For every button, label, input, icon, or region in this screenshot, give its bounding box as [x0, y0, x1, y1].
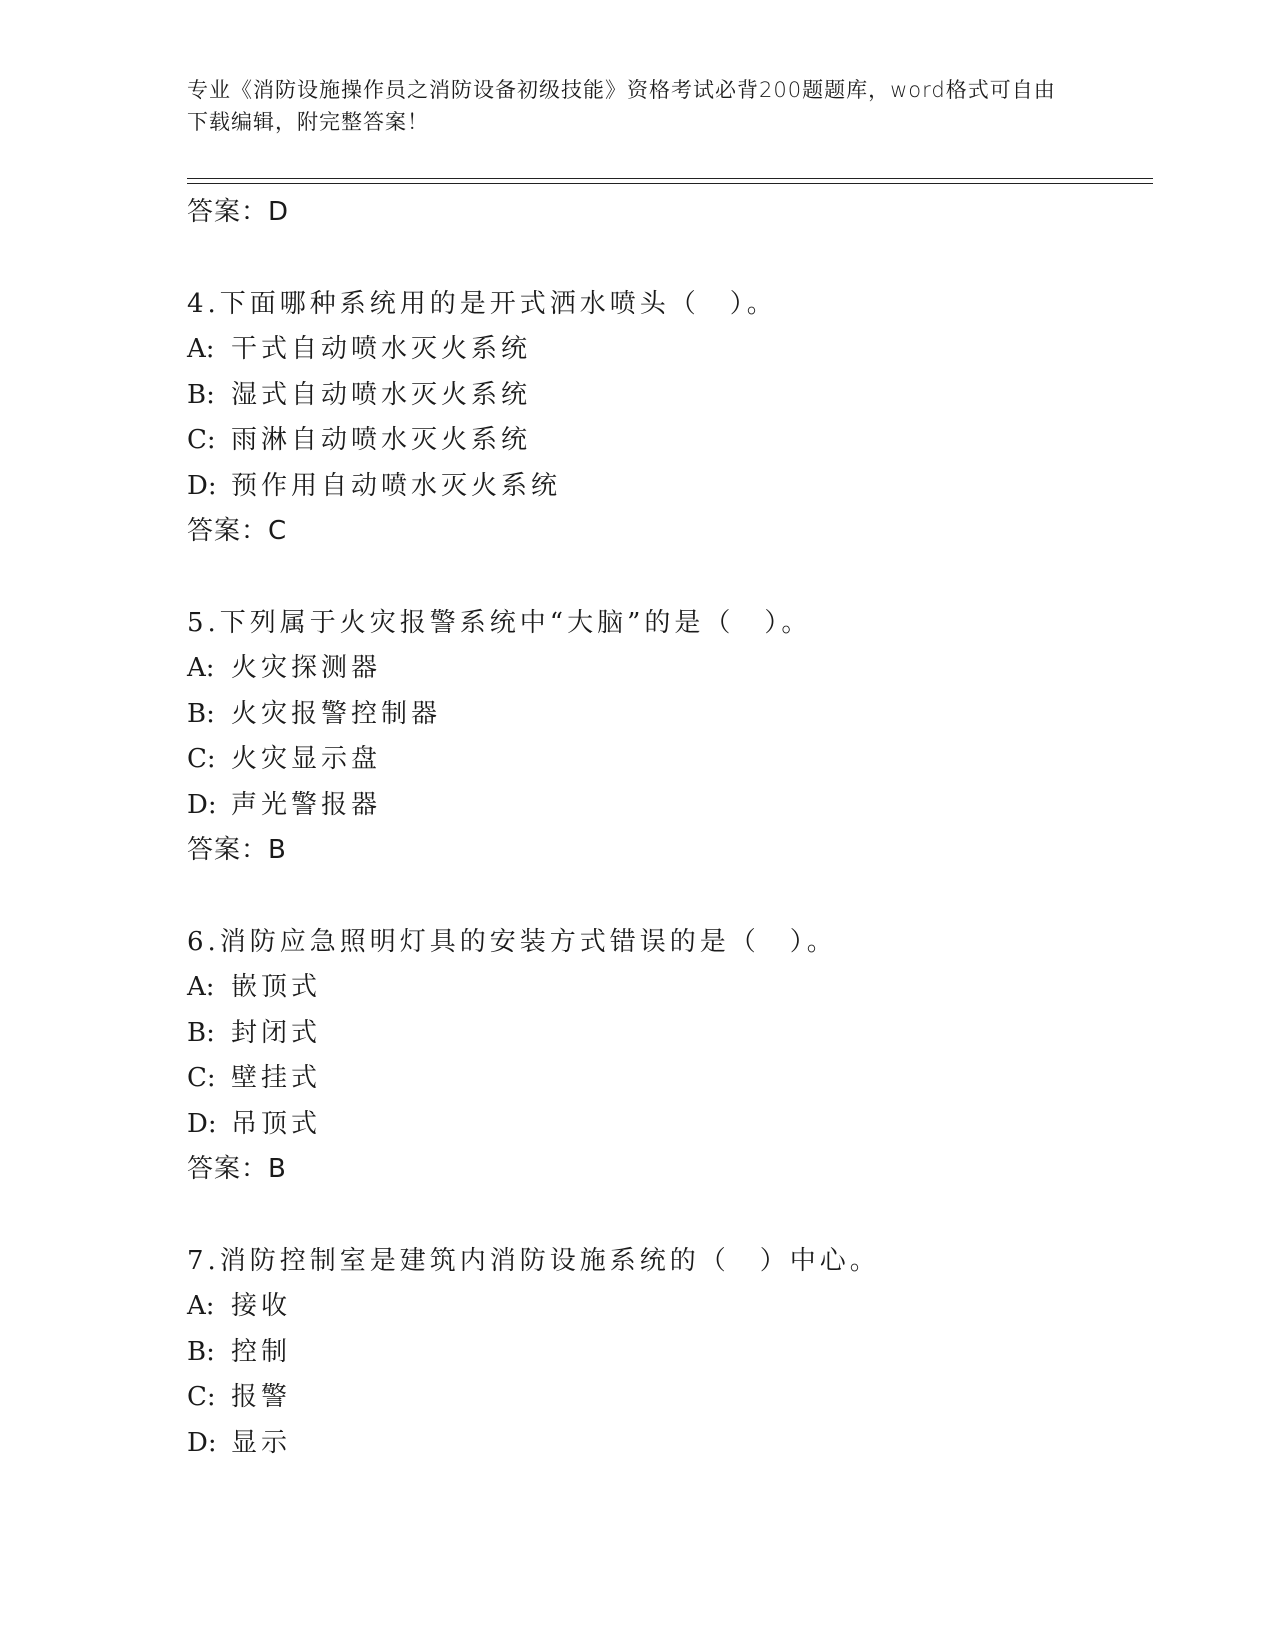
option-key: D: [187, 1427, 217, 1458]
option-a [187, 327, 1147, 373]
option-b [187, 1330, 1147, 1376]
option-c [187, 737, 1147, 783]
option-text: 雨淋自动喷水灭火系统 [231, 425, 532, 455]
option-d [187, 783, 1147, 829]
option-text: 封闭式 [231, 1017, 322, 1048]
option-text: 报警 [231, 1382, 292, 1412]
option-key: B: [187, 698, 215, 729]
question-6 [187, 919, 1147, 1192]
question-4 [187, 281, 1147, 554]
document-header: 专业《消防设施操作员之消防设备初级技能》资格考试必背200题题库，word格式可自由下载编辑，附完整答案！ [187, 78, 1056, 134]
option-text: 显示 [231, 1427, 292, 1458]
option-b [187, 692, 1147, 738]
question-7 [187, 1238, 1147, 1466]
option-text: 吊顶式 [231, 1108, 322, 1139]
option-key: C: [187, 1382, 216, 1412]
option-key: D: [187, 1108, 217, 1139]
option-key: B: [187, 1017, 215, 1048]
option-text: 火灾显示盘 [231, 744, 382, 774]
option-text: 湿式自动喷水灭火系统 [231, 379, 532, 410]
question-list [187, 190, 1147, 1466]
question-5 [187, 600, 1147, 873]
option-a [187, 965, 1147, 1011]
option-text: 火灾探测器 [231, 653, 382, 683]
option-a [187, 1284, 1147, 1330]
option-text: 干式自动喷水灭火系统 [231, 334, 532, 364]
option-b [187, 1011, 1147, 1057]
answer: 答案：B [187, 1154, 287, 1184]
option-text: 壁挂式 [231, 1063, 322, 1093]
option-d [187, 1102, 1147, 1148]
option-text: 火灾报警控制器 [231, 698, 442, 729]
option-text: 声光警报器 [231, 789, 382, 820]
question-stem: 7.消防控制室是建筑内消防设施系统的（ ）中心。 [187, 1246, 880, 1276]
option-key: B: [187, 379, 215, 410]
option-key: B: [187, 1336, 215, 1367]
option-d [187, 464, 1147, 510]
option-key: A: [187, 972, 215, 1002]
question-stem: 5.下列属于火灾报警系统中“大脑”的是（ ）。 [187, 608, 812, 638]
option-c [187, 418, 1147, 464]
option-text: 接收 [231, 1291, 292, 1321]
header-rule-top [187, 178, 1153, 179]
option-d [187, 1421, 1147, 1467]
answer: 答案：B [187, 835, 287, 865]
option-c [187, 1056, 1147, 1102]
option-key: A: [187, 334, 215, 364]
option-key: A: [187, 1291, 215, 1321]
option-text: 预作用自动喷水灭火系统 [231, 470, 562, 501]
previous-answer: 答案：D [187, 197, 290, 227]
option-text: 嵌顶式 [231, 972, 322, 1002]
answer: 答案：C [187, 516, 288, 546]
option-b [187, 373, 1147, 419]
option-key: D: [187, 470, 217, 501]
option-key: C: [187, 425, 216, 455]
question-stem: 4.下面哪种系统用的是开式洒水喷头（ ）。 [187, 289, 777, 319]
question-stem: 6.消防应急照明灯具的安装方式错误的是（ ）。 [187, 927, 837, 957]
option-key: D: [187, 789, 217, 820]
header-rule-bottom [187, 183, 1153, 184]
option-key: A: [187, 653, 215, 683]
option-key: C: [187, 1063, 216, 1093]
option-text: 控制 [231, 1336, 292, 1367]
option-key: C: [187, 744, 216, 774]
option-a [187, 646, 1147, 692]
option-c [187, 1375, 1147, 1421]
